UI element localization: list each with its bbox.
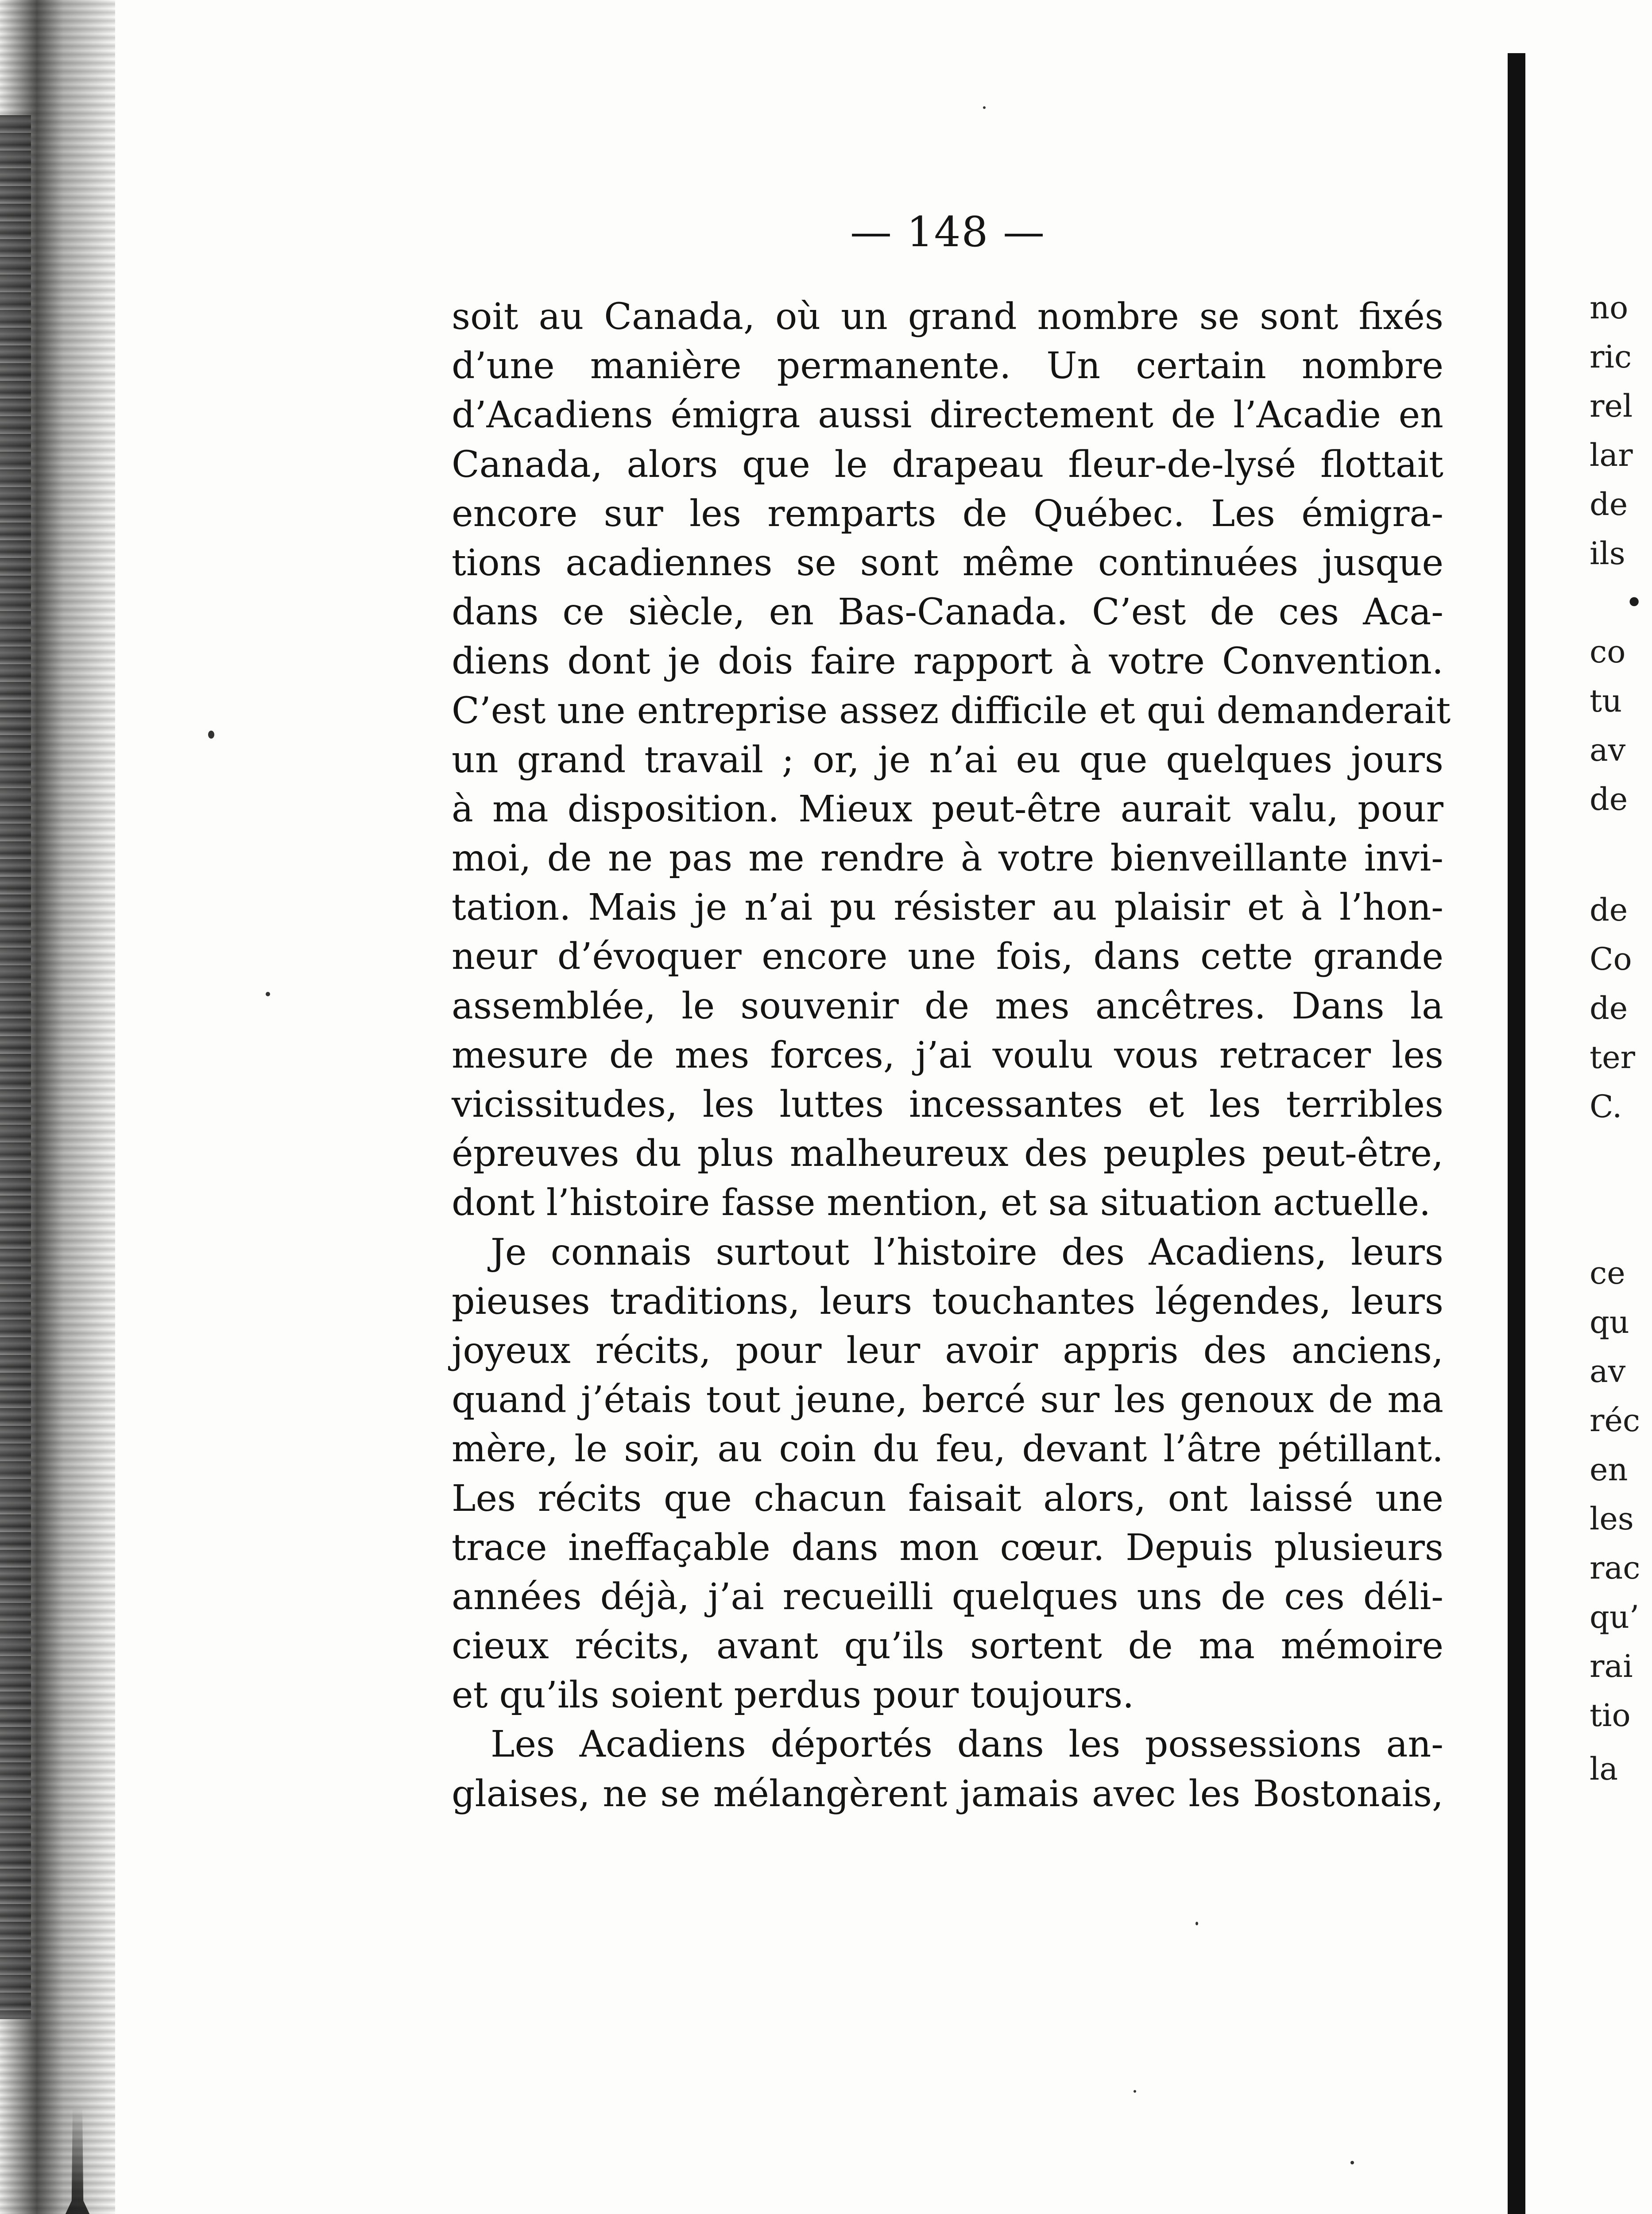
facing-fragment: C. [1590,1088,1622,1125]
facing-fragment: de [1590,892,1628,928]
text-line: tation. Mais je n’ai pu résister au plaisir et à l’hon- [452,886,1443,929]
text-line: pieuses traditions, leurs touchantes légendes, leurs [452,1280,1443,1323]
facing-fragment: • [1625,584,1644,621]
facing-fragment: ils [1590,535,1625,572]
text-line: Les Acadiens déportés dans les possessions an- [491,1723,1443,1766]
facing-fragment: en [1590,1451,1628,1488]
facing-fragment: Co [1590,941,1632,977]
text-line: dans ce siècle, en Bas-Canada. C’est de ces Aca- [452,591,1443,634]
text-line: vicissitudes, les luttes incessantes et les terribles [452,1084,1443,1126]
text-line: glaises, ne se mélangèrent jamais avec les Bostonais, [452,1773,1443,1815]
facing-fragment: qu [1590,1304,1629,1340]
text-line: un grand travail ; or, je n’ai eu que quelques jours [452,739,1443,781]
facing-fragment: rel [1590,388,1633,424]
facing-fragment: ce [1590,1255,1625,1291]
text-line: à ma disposition. Mieux peut-être aurait valu, pour [452,788,1443,830]
facing-fragment: de [1590,781,1628,817]
scan-speck [1350,2161,1354,2164]
facing-fragment: qu’ [1590,1599,1640,1635]
text-line: diens dont je dois faire rapport à votre Convention. [452,640,1443,683]
text-line: Je connais surtout l’histoire des Acadiens, leurs [491,1231,1443,1273]
text-line: cieux récits, avant qu’ils sortent de ma mémoire [452,1625,1443,1668]
text-line: moi, de ne pas me rendre à votre bienveillante invi- [452,837,1443,880]
facing-fragment: de [1590,990,1628,1026]
text-line: assemblée, le souvenir de mes ancêtres. Dans la [452,985,1443,1027]
gutter-shadow-bar [1508,53,1525,2214]
scan-speck [983,106,986,109]
facing-fragment: la [1590,1751,1618,1787]
facing-fragment: no [1590,290,1629,326]
facing-fragment: tio [1590,1697,1631,1734]
binding-strip [0,115,31,2019]
facing-fragment: lar [1590,437,1633,473]
facing-fragment: réc [1590,1402,1640,1439]
text-line: tions acadiennes se sont même continuées jusque [452,542,1443,584]
facing-fragment: rac [1590,1550,1640,1586]
body-text [452,292,1451,1819]
text-line: joyeux récits, pour leur avoir appris des anciens, [452,1329,1443,1372]
text-line: d’Acadiens émigra aussi directement de l’Acadie en [452,394,1443,437]
text-line: soit au Canada, où un grand nombre se sont fixés [452,296,1443,338]
text-line: C’est une entreprise assez difficile et qui demanderait [452,689,1451,732]
facing-fragment: ter [1590,1039,1636,1076]
scan-speck [266,992,270,996]
page-number: — 148 — [850,208,1046,256]
facing-fragment: tu [1590,683,1622,719]
facing-fragment: av [1590,732,1626,768]
scan-speck [1195,1922,1198,1925]
scan-speck [1134,2090,1136,2093]
facing-page-fragment [1590,0,1652,2214]
facing-fragment: rai [1590,1648,1633,1684]
text-line: mère, le soir, au coin du feu, devant l’âtre pétillant. [452,1428,1443,1471]
text-line: et qu’ils soient perdus pour toujours. [452,1674,1134,1717]
text-line: d’une manière permanente. Un certain nombre [452,345,1443,387]
facing-fragment: co [1590,634,1626,670]
text-line: neur d’évoquer encore une fois, dans cette grande [452,936,1443,978]
facing-fragment: ric [1590,339,1632,375]
facing-fragment: de [1590,486,1628,523]
text-line: Les récits que chacun faisait alors, ont laissé une [452,1477,1443,1520]
text-line: épreuves du plus malheureux des peuples peut-être, [452,1133,1443,1175]
text-line: quand j’étais tout jeune, bercé sur les genoux de ma [452,1379,1443,1421]
text-line: trace ineffaçable dans mon cœur. Depuis plusieurs [452,1526,1443,1569]
facing-fragment: av [1590,1353,1626,1390]
text-line: dont l’histoire fasse mention, et sa situation actuelle. [452,1182,1431,1224]
text-line: encore sur les remparts de Québec. Les émigra- [452,492,1443,535]
scan-speck [208,731,214,739]
text-line: années déjà, j’ai recueilli quelques uns de ces déli- [452,1575,1443,1618]
text-line: mesure de mes forces, j’ai voulu vous retracer les [452,1034,1443,1076]
text-line: Canada, alors que le drapeau fleur-de-lysé flottait [452,443,1443,486]
facing-fragment: les [1590,1501,1634,1537]
